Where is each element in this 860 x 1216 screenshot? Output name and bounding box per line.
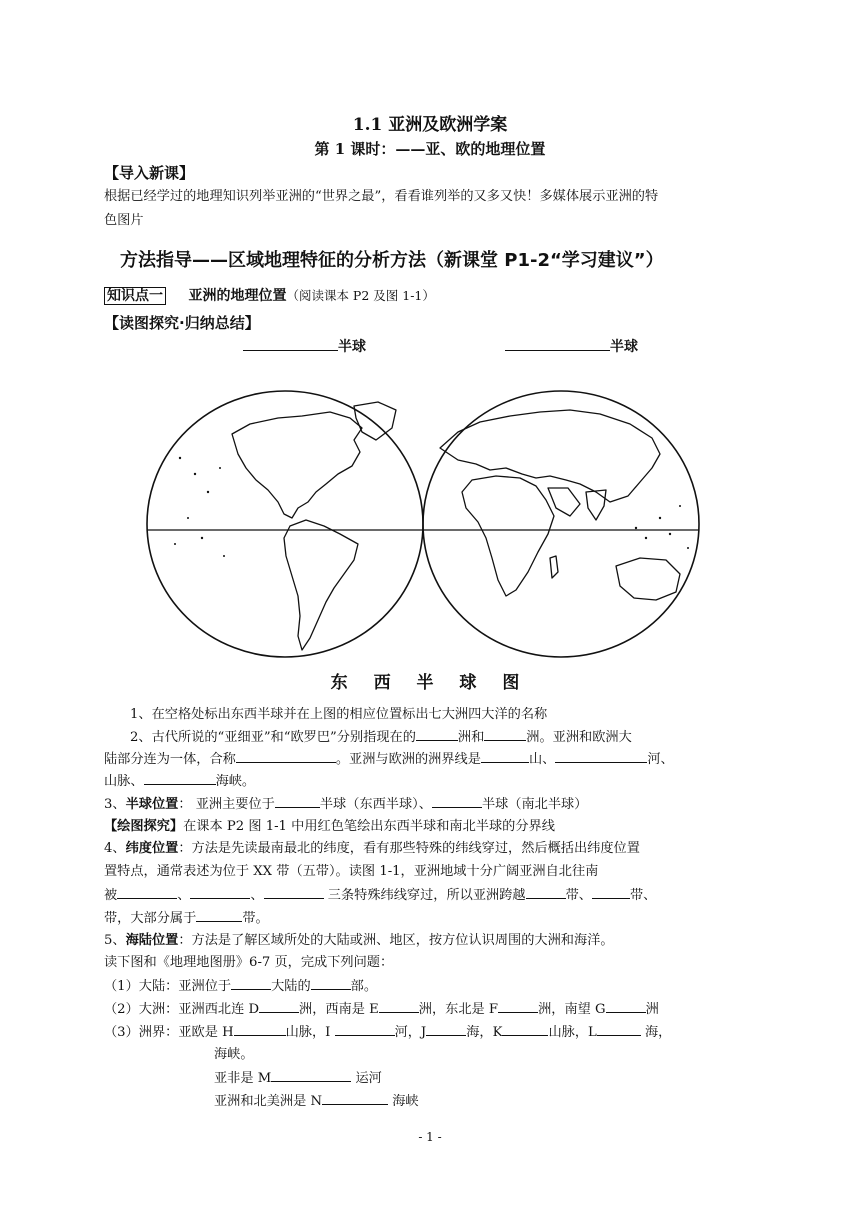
q5-text: 5、 <box>104 933 126 948</box>
sub-question-3-line2: 海峡。 <box>214 1047 254 1062</box>
blank-line[interactable] <box>502 1021 548 1036</box>
hemisphere-label: 半球 <box>610 339 638 355</box>
q2-text: 河、 <box>647 752 674 767</box>
s3-text: 海峡 <box>388 1094 419 1109</box>
s3-text: 亚洲和北美洲是 N <box>214 1094 323 1109</box>
africa-outline <box>462 476 554 596</box>
blank-line[interactable] <box>231 975 271 990</box>
madagascar-outline <box>550 556 558 578</box>
question-4-line2: 置特点，通常表述为位于 XX 带（五带）。读图 1-1，亚洲地域十分广阔亚洲自北往南 <box>104 864 599 879</box>
draw-exploration <box>104 816 555 838</box>
sub-question-1 <box>104 975 377 998</box>
blank-line[interactable] <box>379 998 419 1013</box>
s1-text: 大陆的 <box>271 979 311 994</box>
blank-line[interactable] <box>426 1021 466 1036</box>
page-title: 1.1 亚洲及欧洲学案 <box>352 115 508 135</box>
blank-line[interactable] <box>555 748 647 763</box>
knowledge-point-title: 亚洲的地理位置 <box>188 288 287 304</box>
s2-text: （2）大洲：亚洲西北连 D <box>104 1002 260 1017</box>
lesson-subtitle: 第 1 课时：——亚、欧的地理位置 <box>314 140 546 158</box>
blank-line[interactable] <box>335 1021 395 1036</box>
blank-line[interactable] <box>117 884 177 899</box>
blank-line[interactable] <box>264 884 324 899</box>
intro-text-line2: 色图片 <box>104 213 144 228</box>
greenland-outline <box>354 402 396 440</box>
s3-text: 亚非是 M <box>214 1071 272 1086</box>
q4-text: 带，大部分属于 <box>104 911 197 926</box>
knowledge-point-box: 知识点一 <box>104 287 166 305</box>
q2-text: 山、 <box>528 752 556 767</box>
q4-text: 三条特殊纬线穿过，所以亚洲跨越 <box>323 888 526 903</box>
knowledge-point-note: （阅读课本 P2 及图 1-1） <box>286 288 435 303</box>
s2-text: 洲 <box>645 1002 659 1017</box>
blank-line[interactable] <box>481 748 529 763</box>
question-4-line3 <box>104 884 656 907</box>
q3-text: 半球（南北半球） <box>481 797 588 812</box>
blank-line[interactable] <box>416 726 458 741</box>
q4-text: 带、 <box>629 888 657 903</box>
draw-heading: 【绘图探究】 <box>104 819 184 834</box>
page-number: - 1 - <box>418 1130 442 1144</box>
q4-text: 带、 <box>565 888 592 903</box>
q5-keyword: 海陆位置 <box>125 933 179 948</box>
blank-line[interactable] <box>234 1021 286 1036</box>
blank-line[interactable] <box>498 998 538 1013</box>
explore-heading: 【读图探究·归纳总结】 <box>104 314 260 332</box>
sub-question-2 <box>104 998 659 1021</box>
blank-line[interactable] <box>432 793 482 808</box>
q4-text: 被 <box>104 888 118 903</box>
india-outline <box>586 490 606 520</box>
question-4-line1 <box>104 838 640 860</box>
q2-text: 洲。亚洲和欧洲大 <box>526 730 632 745</box>
q2-text: 陆部分连为一体，合称 <box>104 752 236 767</box>
south-america-outline <box>284 520 358 650</box>
australia-outline <box>616 558 680 600</box>
blank-line[interactable] <box>275 793 320 808</box>
s3-text: （3）洲界：亚欧是 H <box>104 1025 234 1040</box>
intro-text-line1: 根据已经学过的地理知识列举亚洲的“世界之最”，看看谁列举的又多又快！多媒体展示亚洲的特 <box>104 189 659 204</box>
blank-line[interactable] <box>259 998 299 1013</box>
question-3 <box>104 793 587 816</box>
q4-text: 、 <box>250 888 264 903</box>
western-hemisphere-outline <box>147 391 423 657</box>
north-america-outline <box>232 412 362 518</box>
question-1: 1、在空格处标出东西半球并在上图的相应位置标出七大洲四大洋的名称 <box>130 707 548 722</box>
q2-text: 。亚洲与欧洲的洲界线是 <box>335 752 481 767</box>
blank-line[interactable] <box>505 336 610 351</box>
q2-text: 山脉、 <box>104 774 144 789</box>
q4-text: ：方法是先读最南最北的纬度，看有那些特殊的纬线穿过，然后概括出纬度位置 <box>178 841 640 856</box>
knowledge-point-line <box>104 285 435 305</box>
west-hemisphere-blank <box>243 336 366 356</box>
q5-text: ：方法是了解区域所处的大陆或洲、地区，按方位认识周围的大洲和海洋。 <box>178 933 614 948</box>
q4-keyword: 纬度位置 <box>125 841 179 856</box>
blank-line[interactable] <box>196 907 242 922</box>
s2-text: 洲，东北是 F <box>418 1002 499 1017</box>
blank-line[interactable] <box>592 884 630 899</box>
s3-text: 山脉，L <box>548 1025 597 1040</box>
q2-text: 海峡。 <box>215 774 256 789</box>
blank-line[interactable] <box>526 884 566 899</box>
q2-text: 2、古代所说的“亚细亚”和“欧罗巴”分别指现在的 <box>130 730 416 745</box>
hemisphere-label: 半球 <box>338 339 366 355</box>
method-heading: 方法指导——区域地理特征的分析方法（新课堂 P1-2“学习建议”） <box>120 250 664 271</box>
q3-text: 半球（东西半球）、 <box>319 797 432 812</box>
sub-question-3-line4 <box>214 1090 419 1113</box>
question-2-line1 <box>130 726 632 749</box>
arabia-outline <box>548 488 580 516</box>
blank-line[interactable] <box>144 770 216 785</box>
blank-line[interactable] <box>484 726 526 741</box>
question-4-line4 <box>104 907 269 930</box>
s3-text: 海， <box>640 1025 672 1040</box>
blank-line[interactable] <box>190 884 250 899</box>
q4-text: 带。 <box>242 911 269 926</box>
intro-heading: 【导入新课】 <box>104 164 195 182</box>
q3-text: 3、 <box>104 797 126 812</box>
sub-question-3-line3 <box>214 1067 382 1090</box>
q3-keyword: 半球位置 <box>125 797 179 812</box>
pacific-islands <box>174 457 689 557</box>
s2-text: 洲，南望 G <box>538 1002 606 1017</box>
blank-line[interactable] <box>311 975 351 990</box>
q4-text: 4、 <box>104 841 126 856</box>
blank-line[interactable] <box>271 1067 351 1082</box>
blank-line[interactable] <box>243 336 338 351</box>
q3-text: ： 亚洲主要位于 <box>178 797 275 812</box>
question-5-line1 <box>104 930 614 952</box>
s1-text: （1）大陆：亚洲位于 <box>104 979 232 994</box>
blank-line[interactable] <box>236 748 336 763</box>
s3-text: 河，J <box>394 1025 427 1040</box>
east-hemisphere-blank <box>505 336 638 356</box>
s3-text: 运河 <box>351 1071 382 1086</box>
q2-text: 洲和 <box>457 730 485 745</box>
s2-text: 洲，西南是 E <box>299 1002 379 1017</box>
question-2-line3 <box>104 770 255 793</box>
question-5-line2: 读下图和《地理地图册》6-7 页，完成下列问题： <box>104 955 394 970</box>
s1-text: 部。 <box>350 979 378 994</box>
eastern-hemisphere-outline <box>423 391 699 657</box>
hemispheres-map <box>140 388 710 660</box>
blank-line[interactable] <box>597 1021 641 1036</box>
s3-text: 海，K <box>466 1025 503 1040</box>
draw-text: 在课本 P2 图 1-1 中用红色笔绘出东西半球和南北半球的分界线 <box>183 819 555 834</box>
sub-question-3-line1 <box>104 1021 671 1044</box>
q4-text: 、 <box>177 888 191 903</box>
question-2-line2 <box>104 748 674 771</box>
map-caption: 东 西 半 球 图 <box>330 673 530 693</box>
s3-text: 山脉，I <box>285 1025 335 1040</box>
blank-line[interactable] <box>322 1090 388 1105</box>
blank-line[interactable] <box>606 998 646 1013</box>
